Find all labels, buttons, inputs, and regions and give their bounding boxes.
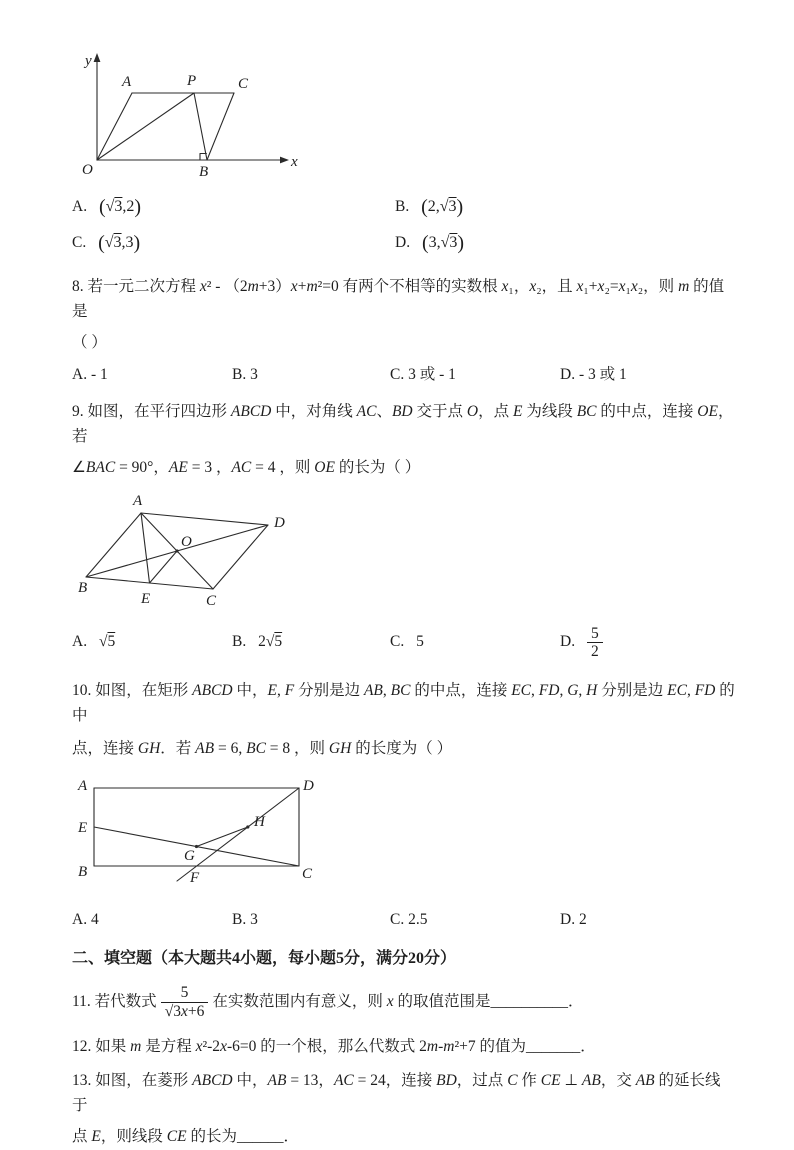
question-9-text-line2: ∠BAC = 90°，AE = 3 ，AC = 4 ，则 OE 的长为（ ） bbox=[72, 458, 421, 476]
x-axis-arrow-icon bbox=[280, 157, 289, 164]
point-G-dot bbox=[195, 844, 198, 847]
segment-GH bbox=[197, 827, 248, 847]
segment-OP bbox=[97, 93, 194, 160]
q8-option-b: B. 3 bbox=[232, 366, 258, 384]
fraction-denominator: 2 bbox=[587, 642, 603, 661]
label-point-F: F bbox=[190, 869, 200, 886]
fraction-numerator: 5 bbox=[590, 624, 599, 642]
q9-option-d bbox=[560, 625, 736, 662]
label-point-P: P bbox=[187, 73, 197, 89]
label-point-D: D bbox=[274, 514, 285, 531]
question-8-text: 8. 若一元二次方程 x² - （2m+3）x+m²=0 有两个不相等的实数根 x₁，x₂，且 x₁+x₂=x₁x₂，则 m 的值是 bbox=[72, 278, 725, 320]
q9-option-b bbox=[232, 630, 390, 655]
q7-option-b-value: (2,√3) bbox=[421, 196, 464, 218]
q7-option-c bbox=[72, 232, 395, 255]
label-point-E: E bbox=[78, 819, 88, 836]
label-y-axis: y bbox=[85, 53, 92, 69]
q7-option-c-value: (√3,3) bbox=[98, 232, 141, 254]
q10-option-a: A. 4 bbox=[72, 910, 99, 928]
q9-option-c-label: C. bbox=[390, 633, 405, 651]
segment-OE bbox=[150, 551, 178, 583]
label-point-O: O bbox=[181, 533, 192, 550]
q7-option-a bbox=[72, 196, 395, 219]
q9-option-a bbox=[72, 630, 232, 655]
question-13-text-line1: 13. 如图，在菱形 ABCD 中，AB = 13，AC = 24，连接 BD，过点 C 作 CE ⊥ AB，交 AB 的延长线于 bbox=[72, 1072, 721, 1115]
segment-DF-extended bbox=[177, 788, 299, 881]
label-point-B: B bbox=[199, 164, 209, 180]
label-point-B: B bbox=[78, 579, 88, 596]
q9-options bbox=[72, 625, 736, 662]
label-point-G: G bbox=[184, 847, 195, 864]
figure-q9-parallelogram bbox=[78, 491, 368, 611]
label-point-C: C bbox=[238, 76, 249, 92]
q7-option-d-value: (3,√3) bbox=[421, 232, 465, 254]
label-point-H: H bbox=[254, 813, 265, 830]
q9-option-c bbox=[390, 630, 560, 655]
q7-option-d-label: D. bbox=[395, 234, 411, 251]
label-point-A: A bbox=[78, 777, 88, 794]
q8-option-a: A. - 1 bbox=[72, 366, 108, 384]
fraction-numerator: 5 bbox=[180, 983, 189, 1001]
q9-option-a-value: √5 bbox=[98, 633, 116, 651]
question-9-text-line1: 9. 如图，在平行四边形 ABCD 中，对角线 AC、BD 交于点 O，点 E 为线段 BC 的中点，连接 OE，若 bbox=[72, 403, 734, 445]
question-11-prefix: 11. 若代数式 bbox=[72, 992, 157, 1010]
y-axis-arrow-icon bbox=[94, 53, 101, 62]
q8-options bbox=[72, 363, 736, 388]
q9-option-d-label: D. bbox=[560, 633, 576, 651]
label-point-E: E bbox=[141, 590, 151, 607]
q9-option-a-label: A. bbox=[72, 633, 88, 651]
label-point-A: A bbox=[133, 492, 143, 509]
q10-option-d: D. 2 bbox=[560, 910, 587, 928]
figure-q7-coordinate-plane bbox=[72, 48, 304, 180]
q9-option-b-label: B. bbox=[232, 633, 247, 651]
q9-option-d-fraction bbox=[587, 625, 603, 662]
label-point-C: C bbox=[302, 865, 313, 882]
q7-option-b bbox=[395, 196, 736, 219]
label-point-C: C bbox=[206, 592, 217, 609]
label-origin-O: O bbox=[82, 162, 93, 178]
section-2-header: 二、填空题（本大题共4小题，每小题5分，满分20分） bbox=[72, 950, 457, 968]
edge-CD bbox=[213, 525, 268, 589]
q8-option-c: C. 3 或 - 1 bbox=[390, 366, 456, 384]
point-H-dot bbox=[246, 825, 249, 828]
segment-AE bbox=[141, 513, 150, 583]
figure-q10-rectangle bbox=[74, 776, 326, 892]
q7-option-d bbox=[395, 232, 736, 255]
question-10-text-line1: 10. 如图，在矩形 ABCD 中，E, F 分别是边 AB, BC 的中点，连接 EC, FD, G, H 分别是边 EC, FD 的中 bbox=[72, 682, 735, 724]
label-point-B: B bbox=[78, 863, 88, 880]
q7-option-c-label: C. bbox=[72, 234, 87, 251]
q7-option-a-label: A. bbox=[72, 198, 88, 215]
label-point-A: A bbox=[122, 74, 132, 90]
point-O-dot bbox=[175, 549, 178, 552]
q10-option-b: B. 3 bbox=[232, 910, 258, 928]
q7-option-b-label: B. bbox=[395, 198, 410, 215]
q7-option-a-value: (√3,2) bbox=[98, 196, 142, 218]
q7-options bbox=[72, 196, 736, 255]
edge-AB bbox=[86, 513, 141, 577]
label-point-D: D bbox=[303, 777, 314, 794]
q11-fraction bbox=[161, 984, 209, 1021]
segment-PB bbox=[194, 93, 207, 160]
q9-option-b-value: 2√5 bbox=[258, 633, 283, 651]
edge-DA bbox=[141, 513, 268, 525]
label-x-axis: x bbox=[291, 154, 298, 170]
question-8-answer-blank: （ ） bbox=[72, 333, 107, 351]
q10-option-c: C. 2.5 bbox=[390, 910, 428, 928]
question-10-text-line2: 点，连接 GH．若 AB = 6, BC = 8 ，则 GH 的长度为（ ） bbox=[72, 739, 453, 757]
q10-options bbox=[72, 908, 736, 933]
question-13-text-line2: 点 E，则线段 CE 的长为______． bbox=[72, 1128, 299, 1145]
segment-OA bbox=[97, 93, 132, 160]
q8-option-d: D. - 3 或 1 bbox=[560, 366, 627, 384]
question-11 bbox=[72, 984, 736, 1021]
question-11-suffix: 在实数范围内有意义，则 x 的取值范围是__________． bbox=[212, 992, 584, 1010]
question-12-text: 12. 如果 m 是方程 x²-2x-6=0 的一个根，那么代数式 2m-m²+7 的值为_______． bbox=[72, 1037, 596, 1055]
q9-option-c-value: 5 bbox=[416, 633, 424, 651]
fraction-denominator: $√3\overline{x}+6$ bbox=[161, 1002, 209, 1021]
segment-CB bbox=[207, 93, 234, 160]
